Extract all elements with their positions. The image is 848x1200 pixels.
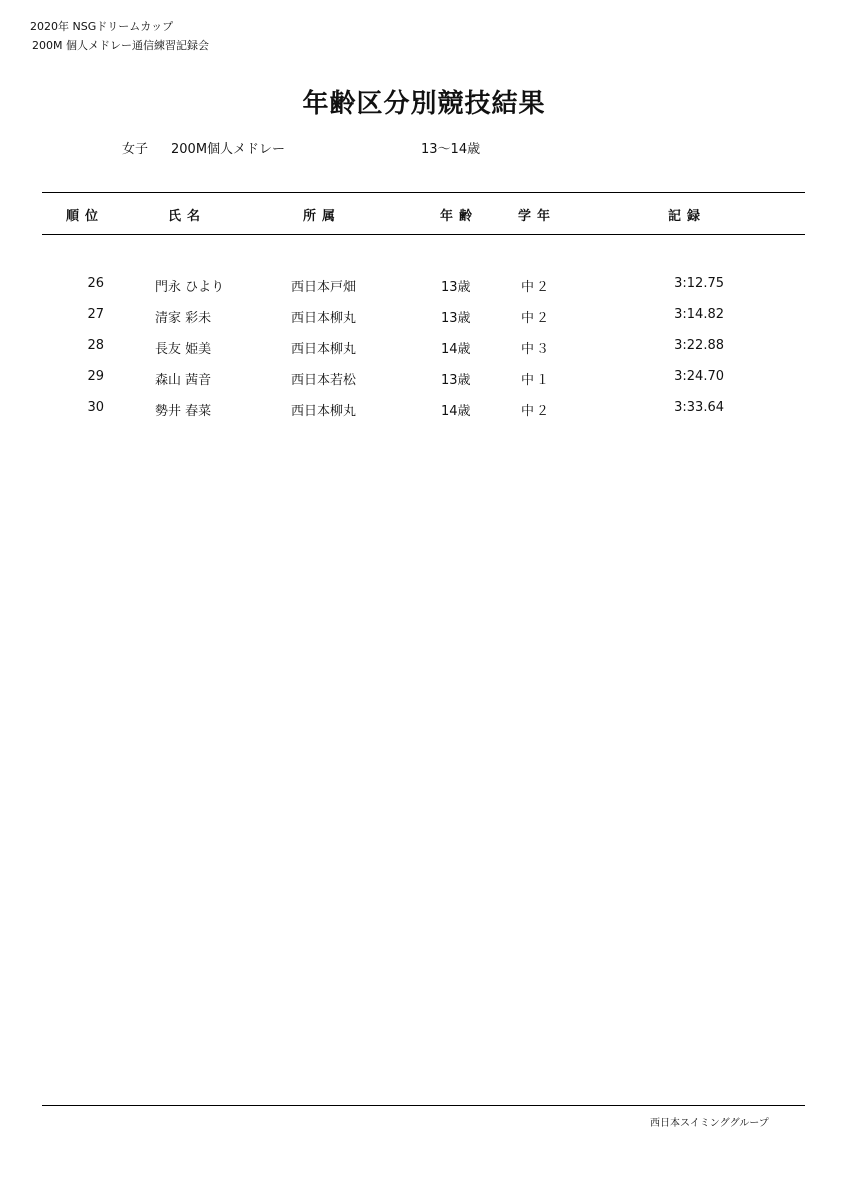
record-cell: 3:24.70 xyxy=(674,369,724,384)
column-header-rank: 順位 xyxy=(66,209,105,224)
meet-name: 2020年 NSGドリームカップ xyxy=(30,20,174,33)
column-header-record: 記録 xyxy=(668,209,707,224)
record-cell: 3:33.64 xyxy=(674,400,724,415)
header-bottom-rule xyxy=(42,234,805,235)
table-row xyxy=(0,338,848,369)
name-cell: 勢井 春菜 xyxy=(155,404,212,419)
grade-cell: 中３ xyxy=(521,342,552,357)
club-cell: 西日本戸畑 xyxy=(291,280,357,295)
age-cell: 14歳 xyxy=(441,342,471,357)
footer-organization: 西日本スイミンググループ xyxy=(650,1118,769,1129)
name-cell: 長友 姫美 xyxy=(155,342,212,357)
grade-cell: 中２ xyxy=(521,311,552,326)
grade-cell: 中１ xyxy=(521,373,552,388)
table-row xyxy=(0,276,848,307)
table-row xyxy=(0,400,848,431)
club-cell: 西日本若松 xyxy=(291,373,357,388)
column-header-age: 年齢 xyxy=(440,209,479,224)
page-title: 年齢区分別競技結果 xyxy=(302,89,546,119)
name-cell: 森山 茜音 xyxy=(155,373,212,388)
age-cell: 13歳 xyxy=(441,373,471,388)
name-cell: 清家 彩未 xyxy=(155,311,212,326)
rank-cell: 26 xyxy=(87,276,104,291)
column-header-name: 氏名 xyxy=(168,209,207,224)
column-header-club: 所属 xyxy=(303,209,342,224)
record-cell: 3:14.82 xyxy=(674,307,724,322)
grade-cell: 中２ xyxy=(521,404,552,419)
footer-rule xyxy=(42,1105,805,1106)
age-cell: 13歳 xyxy=(441,280,471,295)
rank-cell: 27 xyxy=(87,307,104,322)
club-cell: 西日本柳丸 xyxy=(291,311,357,326)
name-cell: 門永 ひより xyxy=(155,280,225,295)
table-row xyxy=(0,369,848,400)
table-row xyxy=(0,307,848,338)
record-cell: 3:12.75 xyxy=(674,276,724,291)
age-group-label: 13～14歳 xyxy=(421,142,481,157)
rank-cell: 28 xyxy=(87,338,104,353)
event-label: 200M個人メドレー xyxy=(171,142,286,157)
gender-label: 女子 xyxy=(122,142,149,157)
record-cell: 3:22.88 xyxy=(674,338,724,353)
meet-subtitle: 200M 個人メドレー通信練習記録会 xyxy=(32,39,209,52)
club-cell: 西日本柳丸 xyxy=(291,342,357,357)
age-cell: 13歳 xyxy=(441,311,471,326)
column-header-grade: 学年 xyxy=(518,209,557,224)
grade-cell: 中２ xyxy=(521,280,552,295)
rank-cell: 30 xyxy=(87,400,104,415)
rank-cell: 29 xyxy=(87,369,104,384)
table-top-rule xyxy=(42,192,805,193)
age-cell: 14歳 xyxy=(441,404,471,419)
club-cell: 西日本柳丸 xyxy=(291,404,357,419)
